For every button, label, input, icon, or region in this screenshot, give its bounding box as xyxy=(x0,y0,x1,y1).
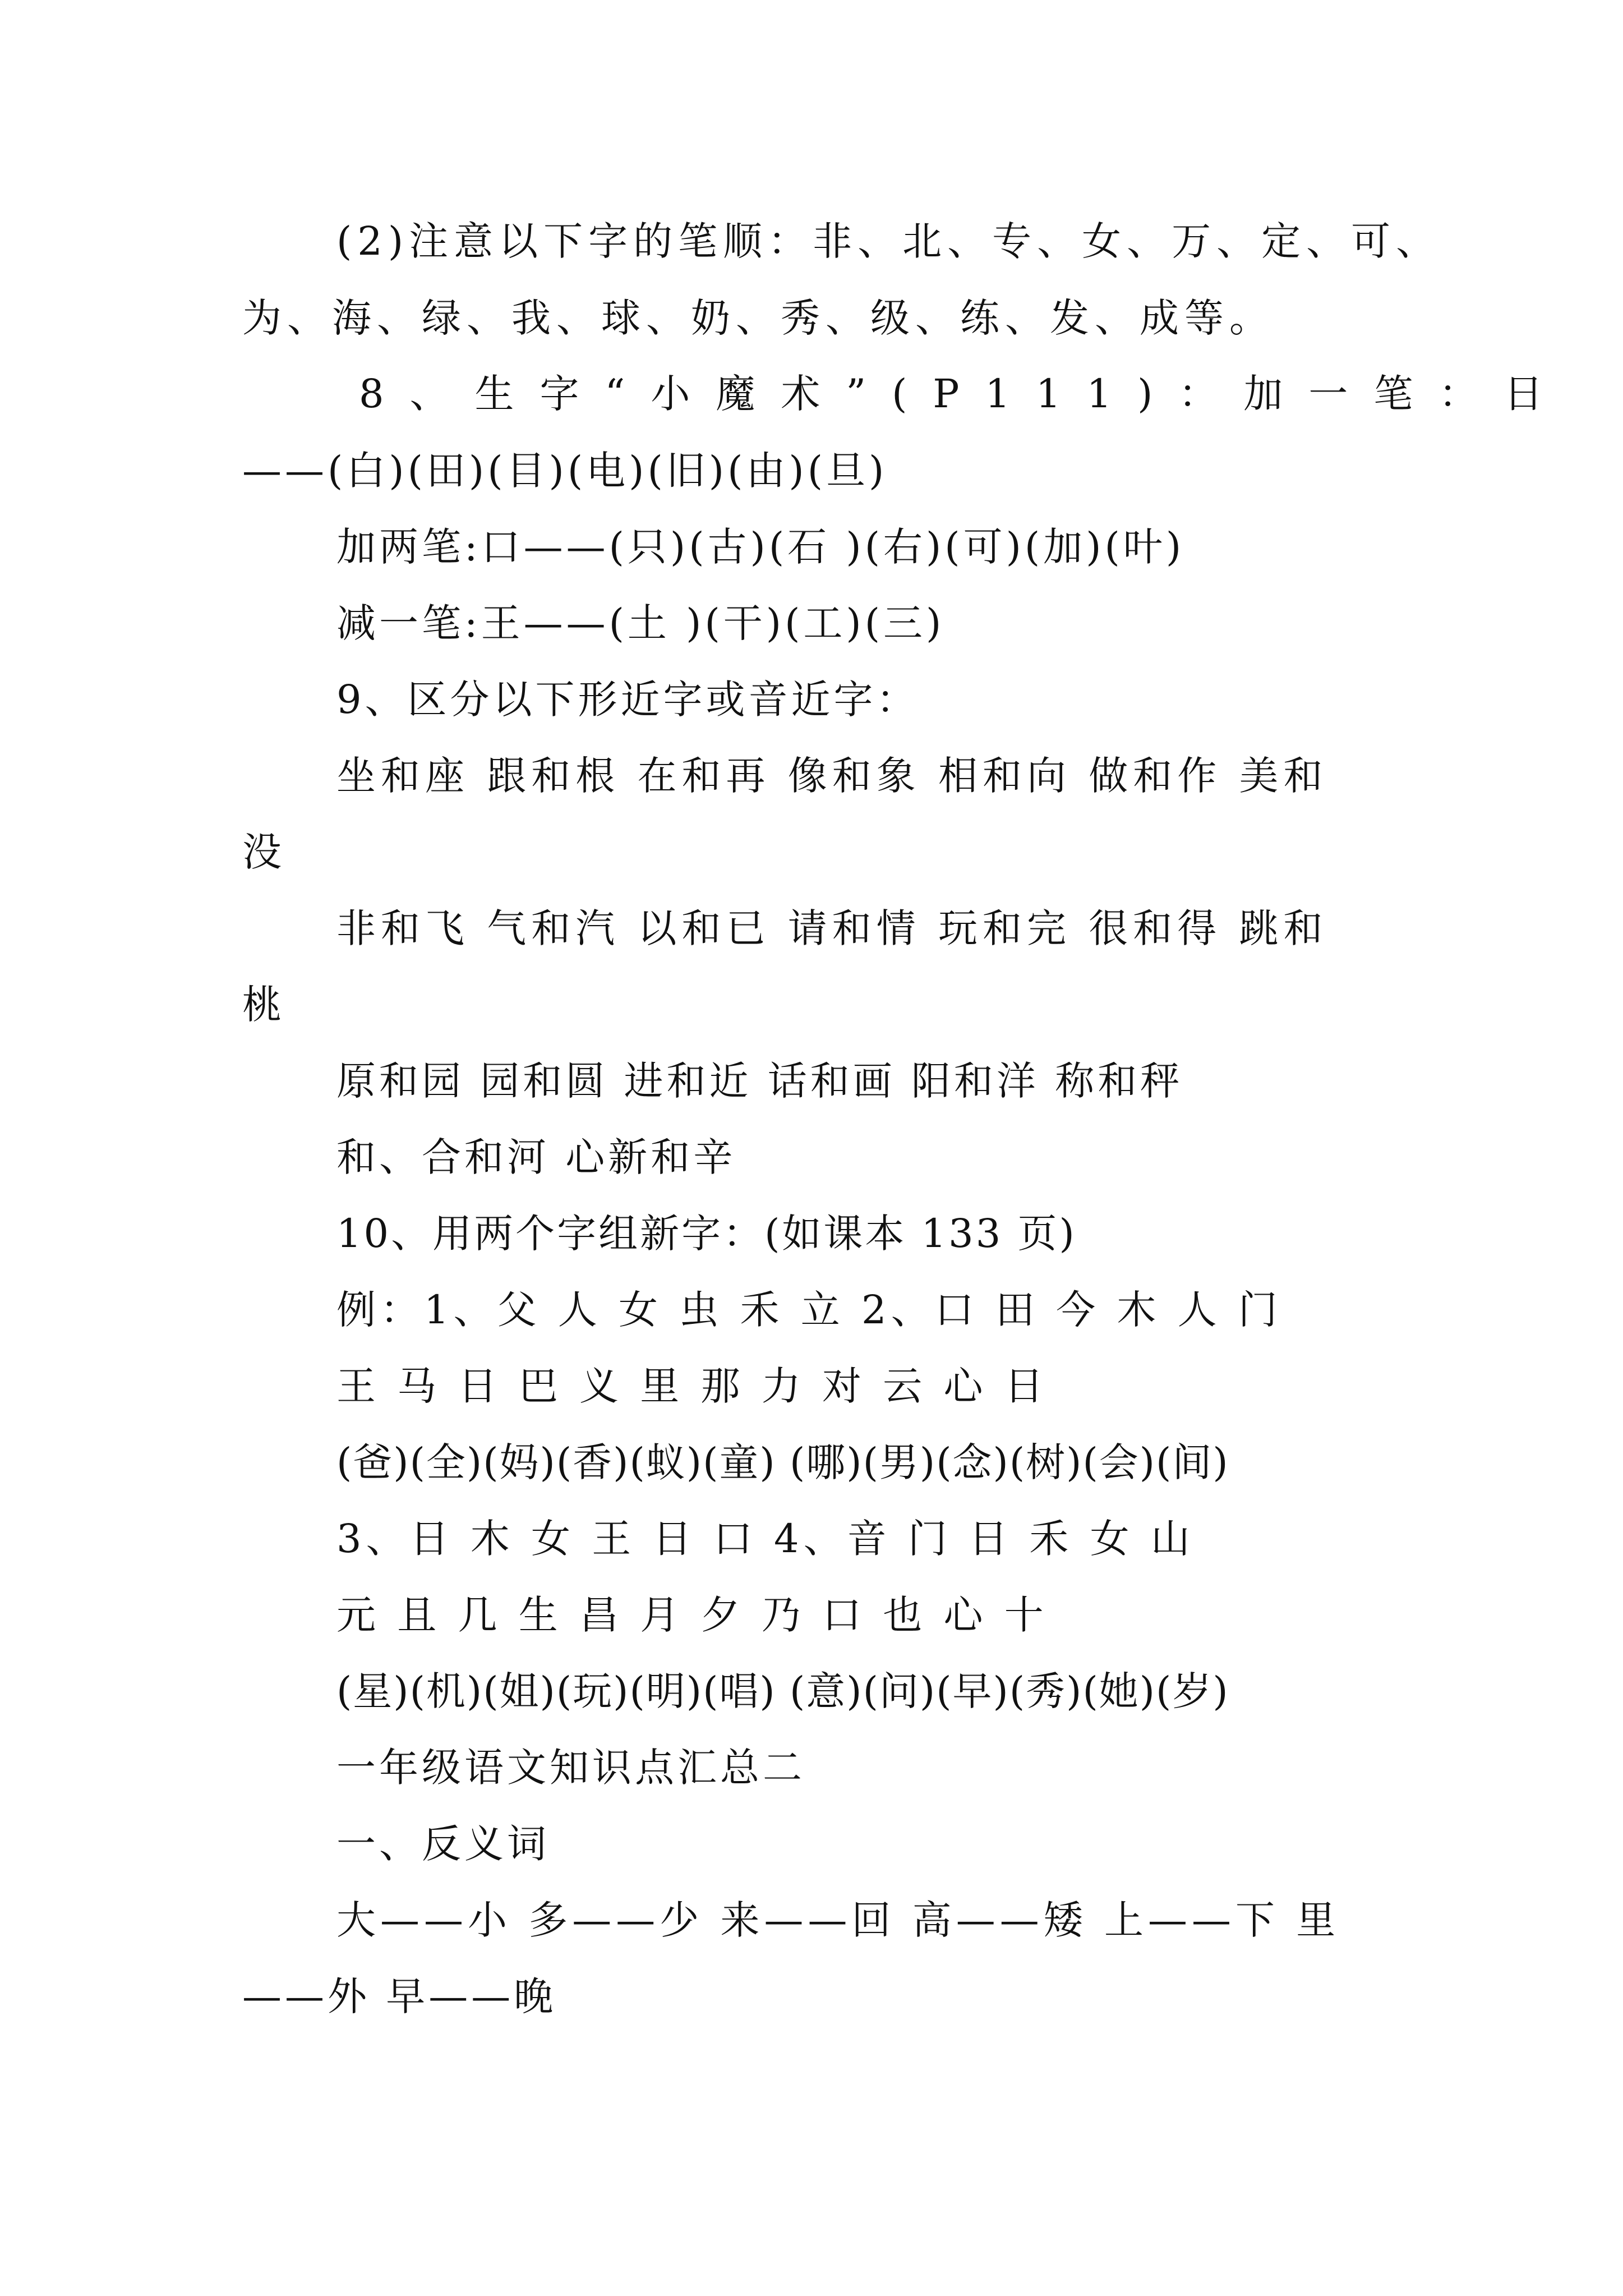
similar-characters-heading: 9、区分以下形近字或音近字： xyxy=(336,677,919,723)
similar-characters-line-4: 和、合和河 心新和辛 xyxy=(336,1134,736,1180)
antonyms-heading: 一、反义词 xyxy=(336,1821,550,1867)
magic-characters-heading: 8、生字“小魔术”(P111)：加一笔：日 xyxy=(359,371,1569,417)
stroke-order-line-1: (2)注意以下字的笔顺：非、北、专、女、万、定、可、 xyxy=(336,218,1441,264)
combine-characters-heading: 10、用两个字组新字：(如课本 133 页) xyxy=(336,1211,1077,1257)
similar-characters-line-2-wrap: 桃 xyxy=(242,982,282,1028)
section-title: 一年级语文知识点汇总二 xyxy=(336,1745,805,1791)
combine-example-row-1: 例：1、父 人 女 虫 禾 立 2、口 田 今 木 人 门 xyxy=(336,1287,1282,1333)
combine-answer-row-2: (星)(机)(姐)(玩)(明)(唱) (意)(问)(早)(秀)(她)(岁) xyxy=(336,1668,1229,1714)
antonyms-line-2: ——外 早——晚 xyxy=(242,1973,557,2019)
combine-answer-row-1: (爸)(全)(妈)(香)(蚁)(童) (哪)(男)(念)(树)(会)(间) xyxy=(336,1439,1229,1485)
antonyms-line-1: 大——小 多——少 来——回 高——矮 上——下 里 xyxy=(336,1897,1340,1943)
add-two-strokes-line: 加两笔:口——(只)(古)(石 )(右)(可)(加)(叶) xyxy=(336,524,1185,570)
combine-example-row-4: 元 且 几 生 昌 月 夕 乃 口 也 心 十 xyxy=(336,1592,1048,1638)
add-one-stroke-line: ——(白)(田)(目)(电)(旧)(由)(旦) xyxy=(242,448,888,494)
stroke-order-line-2: 为、海、绿、我、球、奶、秀、级、练、发、成等。 xyxy=(242,295,1274,341)
similar-characters-line-1: 坐和座 跟和根 在和再 像和象 相和向 做和作 美和 xyxy=(336,753,1328,799)
similar-characters-line-3: 原和园 园和圆 进和近 话和画 阳和洋 称和秤 xyxy=(336,1058,1183,1104)
combine-example-row-3: 3、日 木 女 王 日 口 4、音 门 日 禾 女 山 xyxy=(336,1516,1195,1562)
similar-characters-line-1-wrap: 没 xyxy=(242,829,282,875)
remove-one-stroke-line: 减一笔:王——(土 )(干)(工)(三) xyxy=(336,600,945,646)
similar-characters-line-2: 非和飞 气和汽 以和已 请和情 玩和完 很和得 跳和 xyxy=(336,905,1328,951)
combine-example-row-2: 王 马 日 巴 义 里 那 力 对 云 心 日 xyxy=(336,1363,1048,1409)
